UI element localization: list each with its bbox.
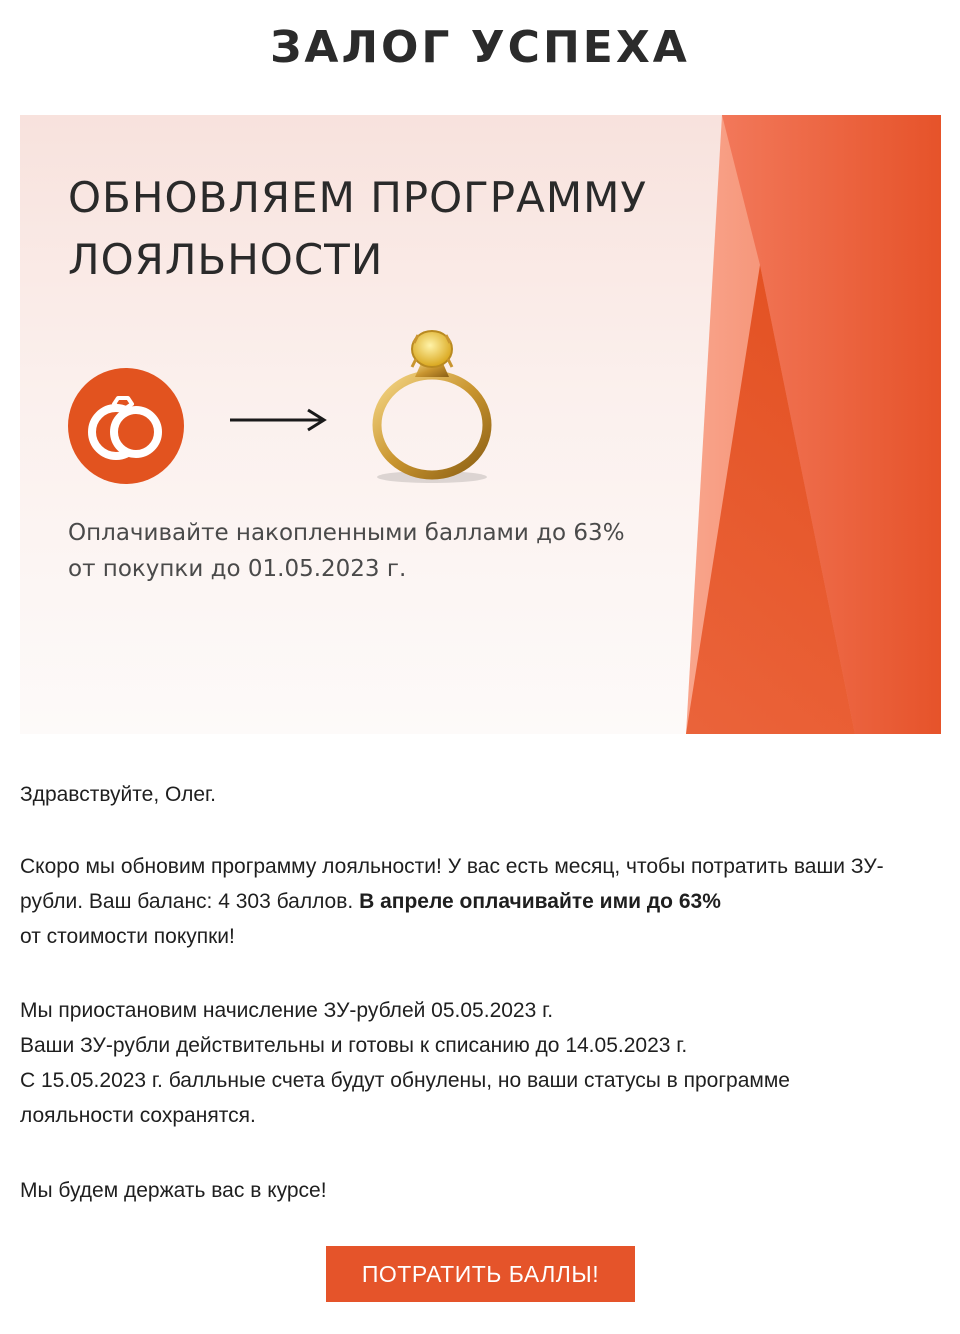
spend-points-button[interactable]: ПОТРАТИТЬ БАЛЛЫ! xyxy=(326,1246,635,1302)
reset-line: С 15.05.2023 г. балльные счета будут обнулены, но ваши статусы в программе лояльности сохранятся. xyxy=(20,1069,790,1127)
gold-ring-icon xyxy=(360,325,510,485)
brand-logo[interactable]: ЗАЛОГ УСПЕХА xyxy=(270,22,690,73)
greeting: Здравствуйте, Олег. xyxy=(20,783,216,806)
rings-icon xyxy=(68,368,184,484)
arrow-right-icon xyxy=(228,408,328,432)
validity-line: Ваши ЗУ-рубли действительны и готовы к списанию до 14.05.2023 г. xyxy=(20,1034,688,1057)
paragraph-balance xyxy=(20,849,940,954)
promo-banner[interactable] xyxy=(20,115,941,734)
banner-title: ОБНОВЛЯЕМ ПРОГРАММУ ЛОЯЛЬНОСТИ xyxy=(68,173,647,284)
balance-highlight: В апреле оплачивайте ими до 63% xyxy=(359,890,721,913)
paragraph-dates xyxy=(20,993,940,1133)
banner-subtitle: Оплачивайте накопленными баллами до 63% от покупки до 01.05.2023 г. xyxy=(68,520,625,582)
accrual-line: Мы приостановим начисление ЗУ-рублей 05.05.2023 г. xyxy=(20,999,554,1022)
balance-text: Скоро мы обновим программу лояльности! У вас есть месяц, чтобы потратить ваши ЗУ-рубли. Ваш баланс: 4 303 баллов. xyxy=(20,855,884,913)
closing-text: Мы будем держать вас в курсе! xyxy=(20,1179,327,1202)
balance-tail: от стоимости покупки! xyxy=(20,925,235,948)
